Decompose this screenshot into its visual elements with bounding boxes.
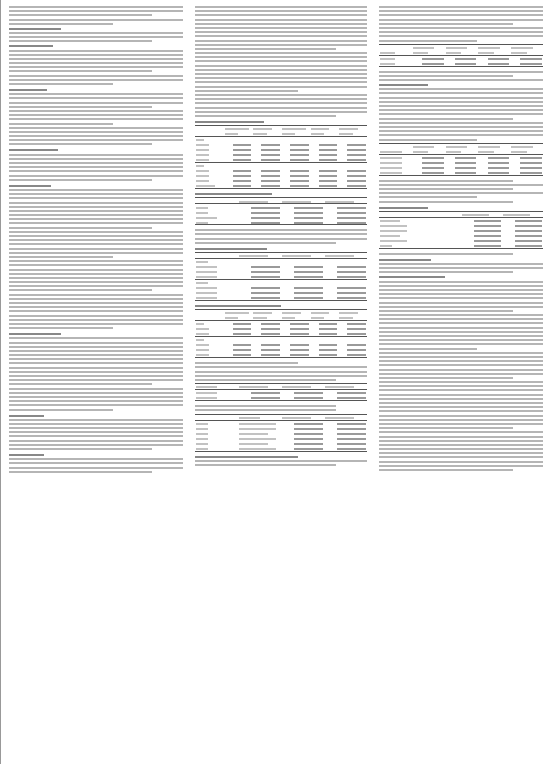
data-table [379,211,543,249]
paragraph [9,127,183,146]
data-table [195,197,367,225]
paragraph [9,189,183,229]
paragraph [379,381,543,429]
paragraph [9,260,183,291]
paragraph [9,154,183,181]
data-table [379,44,543,67]
data-table [195,309,367,358]
data-table [195,383,367,401]
table-caption [195,121,264,123]
paragraph [9,50,183,73]
column-2 [195,6,367,468]
section-heading [9,28,61,30]
section-heading [379,276,445,278]
paragraph [9,75,183,85]
paragraph [379,27,543,42]
paragraph [195,456,367,466]
data-table [195,414,367,452]
column-1 [9,6,183,475]
paragraph [9,458,183,473]
paragraph [9,337,183,385]
paragraph [195,94,367,117]
paragraph [379,122,543,141]
column-3 [379,6,543,473]
paragraph [195,6,367,50]
section-heading [379,84,428,86]
paragraph [379,6,543,25]
section-heading [9,415,44,417]
paragraph [9,32,183,42]
paragraph [379,314,543,350]
paragraph [195,52,367,92]
table-caption [195,305,281,307]
paragraph [379,352,543,379]
paragraph [9,6,183,25]
paragraph [379,263,543,273]
section-heading [9,149,58,151]
data-table [195,252,367,301]
paragraph [9,388,183,411]
table-caption [379,207,428,209]
data-table [379,143,543,176]
paragraph [9,419,183,450]
section-heading [9,45,53,47]
paragraph [195,362,367,381]
paragraph [9,93,183,124]
section-heading [9,333,61,335]
paragraph [195,229,367,244]
paragraph [195,405,367,411]
section-heading [9,89,47,91]
table-caption [195,193,272,195]
paragraph [379,88,543,119]
section-heading [379,259,431,261]
table-caption [195,248,267,250]
section-heading [9,454,44,456]
paragraph [379,281,543,312]
paragraph [379,71,543,81]
data-table [195,125,367,189]
paragraph [379,431,543,471]
section-heading [9,185,51,187]
paragraph [9,231,183,258]
footnote [379,253,513,255]
footnotes [379,180,543,203]
paragraph [9,294,183,330]
